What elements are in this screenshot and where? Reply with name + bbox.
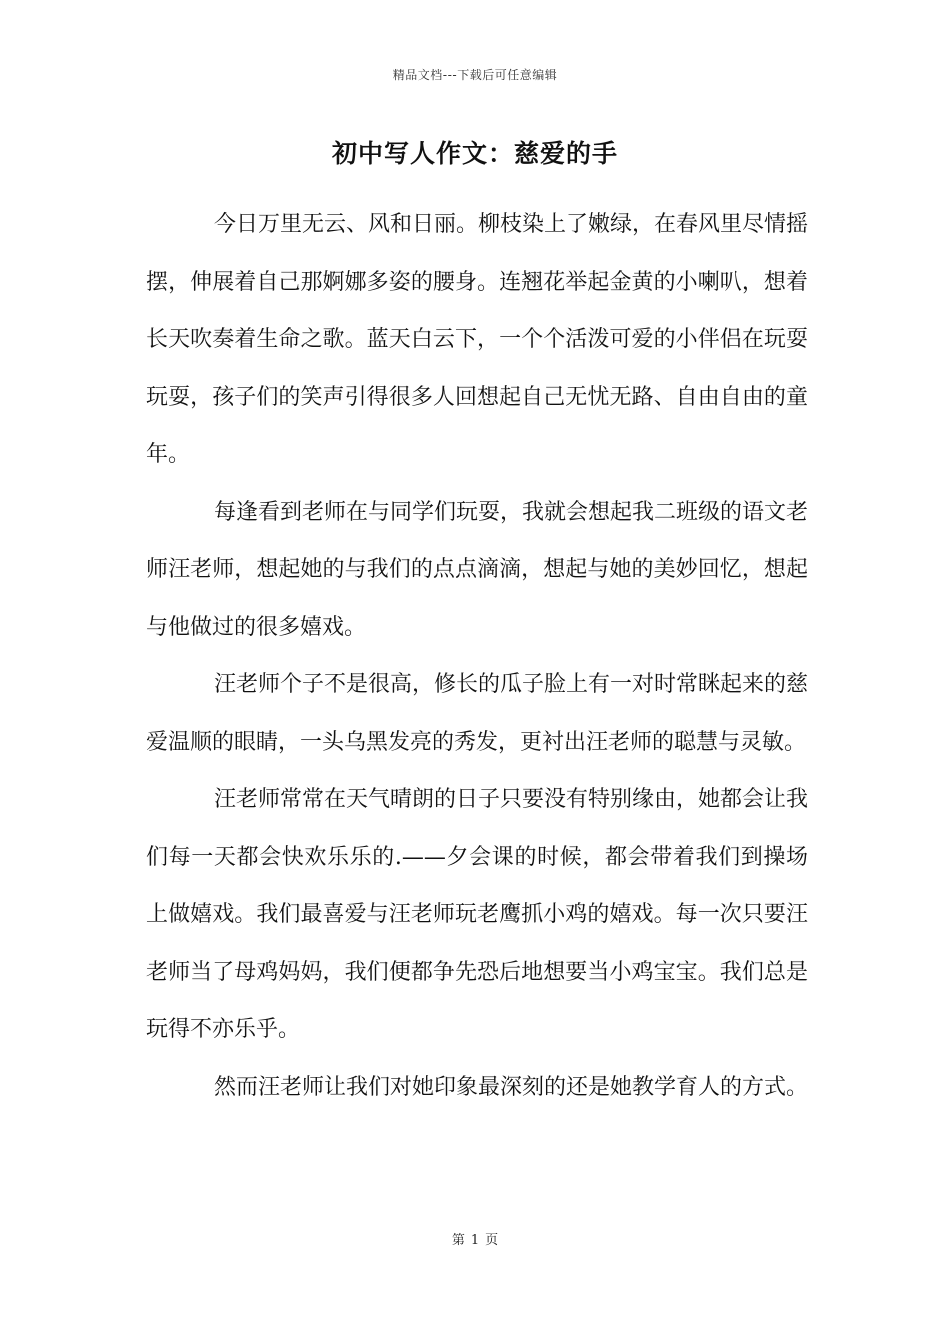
paragraph-4: 汪老师常常在天气晴朗的日子只要没有特别缘由，她都会让我们每一天都会快欢乐乐的.——夕会课的时候，都会带着我们到操场上做嬉戏。我们最喜爱与汪老师玩老鹰抓小鸡的嬉戏。每一次只要汪老师当了母鸡妈妈，我们便都争先恐后地想要当小鸡宝宝。我们总是玩得不亦乐乎。 <box>146 787 809 1042</box>
document-title: 初中写人作文：慈爱的手 <box>331 139 618 168</box>
paragraph-3: 汪老师个子不是很高，修长的瓜子脸上有一对时常眯起来的慈爱温顺的眼睛，一头乌黑发亮的秀发，更衬出汪老师的聪慧与灵敏。 <box>146 672 809 755</box>
article-body <box>146 196 808 1116</box>
paragraph-5: 然而汪老师让我们对她印象最深刻的还是她教学育人的方式。 <box>214 1074 809 1100</box>
paragraph-1: 今日万里无云、风和日丽。柳枝染上了嫩绿，在春风里尽情摇摆，伸展着自己那婀娜多姿的腰身。连翘花举起金黄的小喇叭，想着长天吹奏着生命之歌。蓝天白云下，一个个活泼可爱的小伴侣在玩耍玩耍，孩子们的笑声引得很多人回想起自己无忧无路、自由自由的童年。 <box>146 212 809 467</box>
page-label-prefix: 第 <box>451 1233 465 1248</box>
paragraph-2: 每逢看到老师在与同学们玩耍，我就会想起我二班级的语文老师汪老师，想起她的与我们的点点滴滴，想起与她的美妙回忆，想起与他做过的很多嬉戏。 <box>146 499 809 640</box>
page-footer <box>0 1229 950 1248</box>
page-number: 1 <box>470 1233 480 1248</box>
page-header: 精品文档---下载后可任意编辑 <box>392 68 558 82</box>
page-label-suffix: 页 <box>485 1233 499 1248</box>
